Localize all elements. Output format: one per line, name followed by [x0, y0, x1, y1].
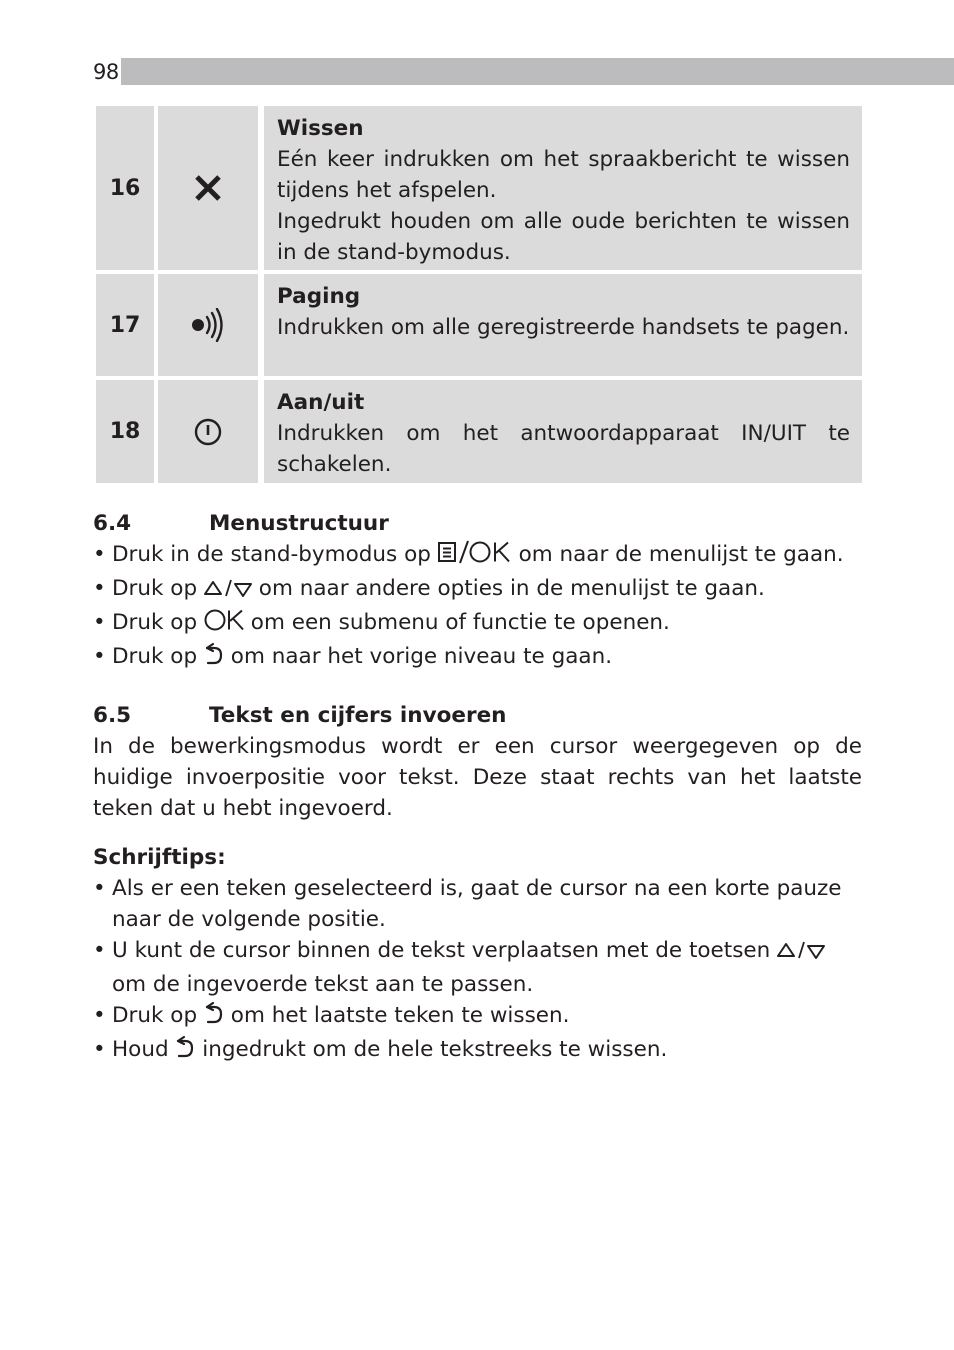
- list-item-text: om een submenu of functie te openen.: [250, 610, 670, 635]
- back-icon: [204, 1001, 224, 1034]
- up-down-icon: [777, 938, 825, 969]
- list-item: [93, 935, 862, 1000]
- table-row: [96, 106, 862, 270]
- list-item-text: Druk op: [112, 576, 198, 601]
- section-heading: [93, 508, 862, 539]
- tips-heading: Schrijftips:: [93, 845, 226, 870]
- bullet-dot: •: [93, 644, 106, 669]
- bullet-dot: •: [93, 1037, 106, 1062]
- section-number: 6.5: [93, 703, 132, 728]
- back-icon: [175, 1035, 195, 1068]
- list-item: [93, 573, 862, 607]
- power-icon: [158, 380, 258, 483]
- list-item-text: om naar andere opties in de menulijst te gaan.: [258, 576, 765, 601]
- key-description-line: Eén keer indrukken om het spraakbericht te wissen tijdens het afspelen.: [277, 147, 850, 203]
- key-title: Paging: [277, 284, 361, 309]
- page-content: [93, 508, 862, 1068]
- key-number: 17: [96, 274, 154, 376]
- section-heading: [93, 700, 862, 731]
- list-item-text: Druk op: [112, 644, 198, 669]
- section-title: Tekst en cijfers invoeren: [209, 703, 507, 728]
- list-item-text: Druk op: [112, 1003, 198, 1028]
- paging-icon: [158, 274, 258, 376]
- table-row: [96, 274, 862, 376]
- key-description: [264, 274, 862, 376]
- key-description-line: Ingedrukt houden om alle oude berichten te wissen in de stand-bymodus.: [277, 209, 850, 265]
- key-description-line: Indrukken om het antwoordapparaat IN/UIT te schakelen.: [277, 421, 850, 477]
- list-item-text: Druk op: [112, 610, 198, 635]
- section-number: 6.4: [93, 511, 132, 536]
- cross-icon: [158, 106, 258, 270]
- back-icon: [204, 642, 224, 675]
- list-item-text: Houd: [112, 1037, 169, 1062]
- list-item-text: Als er een teken geselecteerd is, gaat de cursor na een korte pauze naar de volgende positie.: [112, 876, 842, 932]
- list-item-text: om de ingevoerde tekst aan te passen.: [112, 972, 534, 997]
- list-item-text: Druk in de stand-bymodus op: [112, 542, 431, 567]
- key-number: 16: [96, 106, 154, 270]
- key-description: [264, 106, 862, 270]
- key-title: Wissen: [277, 116, 364, 141]
- bullet-dot: •: [93, 542, 106, 567]
- page-header-bar: [93, 58, 954, 85]
- list-item: [93, 539, 862, 573]
- bullet-dot: •: [93, 1003, 106, 1028]
- list-item: [93, 1034, 862, 1068]
- list-item-text: om naar de menulijst te gaan.: [518, 542, 844, 567]
- bullet-dot: •: [93, 938, 106, 963]
- table-row: [96, 380, 862, 483]
- list-item: [93, 873, 862, 935]
- list-item-text: U kunt de cursor binnen de tekst verplaatsen met de toetsen: [112, 938, 771, 963]
- ok-icon: [204, 608, 244, 641]
- key-title: Aan/uit: [277, 390, 365, 415]
- list-item-text: om naar het vorige niveau te gaan.: [230, 644, 613, 669]
- list-item: [93, 1000, 862, 1034]
- bullet-dot: •: [93, 876, 106, 901]
- body-paragraph: In de bewerkingsmodus wordt er een cursor weergegeven op de huidige invoerpositie voor tekst. Deze staat rechts van het laatste teken dat u hebt ingevoerd.: [93, 734, 862, 821]
- list-item: [93, 607, 862, 641]
- up-down-icon: [204, 576, 252, 607]
- section-title: Menustructuur: [209, 511, 389, 536]
- list-item-text: ingedrukt om de hele tekstreeks te wissen.: [202, 1037, 668, 1062]
- menu-ok-icon: [438, 540, 512, 573]
- key-description: [264, 380, 862, 483]
- key-number: 18: [96, 380, 154, 483]
- list-item-text: om het laatste teken te wissen.: [230, 1003, 570, 1028]
- key-description-line: Indrukken om alle geregistreerde handsets te pagen.: [277, 315, 850, 340]
- bullet-dot: •: [93, 610, 106, 635]
- page-number: 98: [93, 58, 121, 85]
- list-item: [93, 641, 862, 675]
- bullet-dot: •: [93, 576, 106, 601]
